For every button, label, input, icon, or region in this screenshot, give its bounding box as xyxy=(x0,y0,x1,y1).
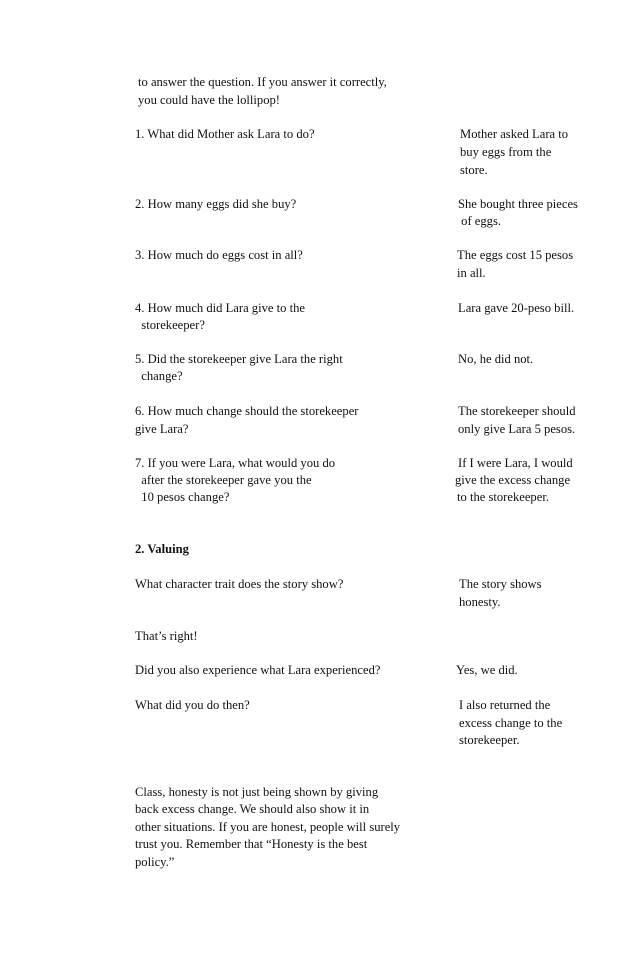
answer-text: The story shows xyxy=(459,577,542,591)
question-text: 7. If you were Lara, what would you do xyxy=(135,456,336,470)
question-text: 5. Did the storekeeper give Lara the right xyxy=(135,352,343,366)
closing-paragraph-line: trust you. Remember that “Honesty is the best xyxy=(135,837,368,851)
question-text: storekeeper? xyxy=(135,318,205,332)
question-text: Did you also experience what Lara experienced? xyxy=(135,663,381,677)
answer-text: No, he did not. xyxy=(458,352,534,366)
answer-text: She bought three pieces xyxy=(458,197,578,211)
answer-text: of eggs. xyxy=(458,214,502,228)
question-text: 1. What did Mother ask Lara to do? xyxy=(135,127,315,141)
question-text: give Lara? xyxy=(135,422,189,436)
answer-text: I also returned the xyxy=(459,698,551,712)
answer-text: The storekeeper should xyxy=(458,404,576,418)
question-text: after the storekeeper gave you the xyxy=(135,473,312,487)
answer-text: excess change to the xyxy=(459,716,563,730)
question-text: What character trait does the story show? xyxy=(135,577,344,591)
statement-text: That’s right! xyxy=(135,629,198,643)
question-text: 4. How much did Lara give to the xyxy=(135,301,305,315)
answer-text: If I were Lara, I would xyxy=(458,456,573,470)
intro-line: you could have the lollipop! xyxy=(138,93,280,107)
question-text: What did you do then? xyxy=(135,698,250,712)
answer-text: only give Lara 5 pesos. xyxy=(458,422,576,436)
closing-paragraph-line: other situations. If you are honest, people will surely xyxy=(135,820,401,834)
question-text: 2. How many eggs did she buy? xyxy=(135,197,297,211)
question-text: change? xyxy=(135,369,183,383)
answer-text: give the excess change xyxy=(455,473,571,487)
answer-text: Lara gave 20-peso bill. xyxy=(458,301,575,315)
answer-text: The eggs cost 15 pesos xyxy=(457,248,574,262)
answer-text: Mother asked Lara to xyxy=(460,127,569,141)
answer-text: storekeeper. xyxy=(459,733,520,747)
answer-text: Yes, we did. xyxy=(456,663,518,677)
section-heading: 2. Valuing xyxy=(135,542,189,556)
closing-paragraph-line: Class, honesty is not just being shown by giving xyxy=(135,785,379,799)
answer-text: store. xyxy=(460,163,488,177)
intro-line: to answer the question. If you answer it correctly, xyxy=(138,75,387,89)
question-text: 3. How much do eggs cost in all? xyxy=(135,248,303,262)
question-text: 6. How much change should the storekeeper xyxy=(135,404,359,418)
question-text: 10 pesos change? xyxy=(135,490,230,504)
answer-text: honesty. xyxy=(459,595,501,609)
answer-text: in all. xyxy=(457,266,486,280)
answer-text: buy eggs from the xyxy=(460,145,552,159)
closing-paragraph-line: back excess change. We should also show it in xyxy=(135,802,370,816)
closing-paragraph-line: policy.” xyxy=(135,855,175,869)
answer-text: to the storekeeper. xyxy=(457,490,549,504)
